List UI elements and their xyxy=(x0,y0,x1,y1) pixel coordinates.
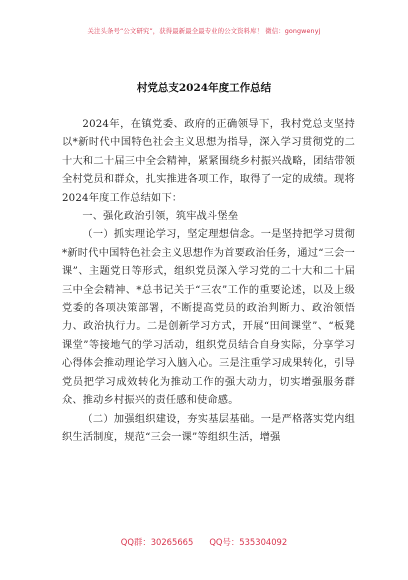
section-heading-1: 一、强化政治引领，筑牢战斗堡垒 xyxy=(82,211,239,223)
footer-qq-group: QQ群：30265665 xyxy=(120,537,194,547)
paragraph-theory-study: （一）抓实理论学习，坚定理想信念。一是坚持把学习贯彻*新时代中国特色社会主义思想作为首要政治任务，通过“三会一课”、主题党日等形式，组织党员深入学习党的二十大和二十届三中全会精神、*总书记关于“三农”工作的重要论述，以及上级党委的各项决策部署，不断提高党员的政治判断力、政治领悟力、政治执行力。二是创新学习方式，开展“田间课堂”、“板凳课堂”等接地气的学习活动，组织党员结合自身实际，分享学习心得体会推动理论学习入脑入心。三是注重学习成果转化，引导党员把学习成效转化为推动工作的强大动力，切实增强服务群众、推动乡村振兴的责任感和使命感。 xyxy=(62,229,355,407)
document-title: 村党总支2024年度工作总结 xyxy=(136,82,272,94)
paragraph-intro: 2024年，在镇党委、政府的正确领导下，我村党总支坚持以*新时代中国特色社会主义思想为指导，深入学习贯彻党的二十大和二十届三中全会精神，紧紧围绕乡村振兴战略，团结带领全村党员和群众，扎实推进各项工作，取得了一定的成绩。现将2024年度工作总结如下： xyxy=(62,119,355,204)
header-promo-note: 关注头条号“公文研究”，获得最新最全最专业的公文资料库！ 微信：gongwenyj xyxy=(87,27,321,35)
footer-contact xyxy=(0,536,408,548)
paragraph-organization: （二）加强组织建设，夯实基层基础。一是严格落实党内组织生活制度，规范“三会一课”等组织生活，增强 xyxy=(62,413,355,443)
document-body xyxy=(62,116,355,447)
footer-qq-number: QQ号：535304092 xyxy=(209,537,288,547)
